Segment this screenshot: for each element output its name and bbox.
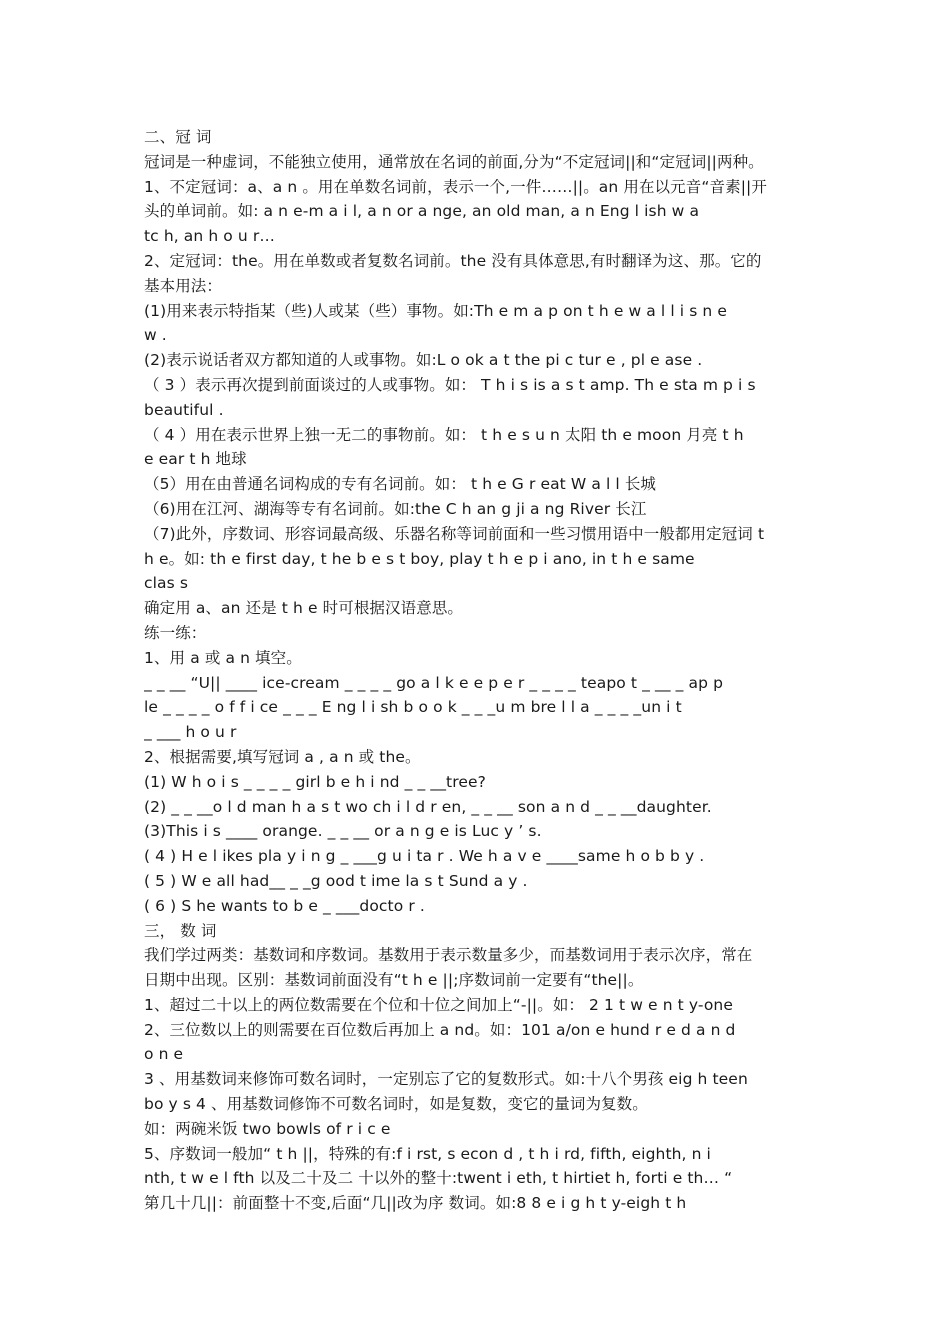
text-line: bo y s 4 、用基数词修饰不可数名词时，如是复数，变它的量词为复数。 [144,1095,648,1114]
text-line: clas s [144,574,189,593]
text-line: e ear t h 地球 [144,450,247,469]
text-line: 第几十几||：前面整十不变,后面“几||改为序 数词。如:8 8 e i g h t y-eigh t h [144,1194,687,1213]
text-line: （ 4 ）用在表示世界上独一无二的事物前。如： t h e s u n 太阳 th e moon 月亮 t h [144,425,744,444]
text-line: (2) _ _ __o l d man h a s t wo ch i l d r en, _ _ __ son a n d _ _ __daughter. [144,797,712,816]
text-line: 1、用 a 或 a n 填空。 [144,648,302,667]
text-line: (1)用来表示特指某（些)人或某（些）事物。如:Th e m a p on t h e w a l l i s n e [144,301,727,320]
text-line: 5、序数词一般加“ t h ||，特殊的有:f i rst, s econ d , t h i rd, fifth, eighth, n i [144,1144,711,1163]
text-line: ( 6 ) S he wants to b e _ ___docto r . [144,896,425,915]
text-line: 2、三位数以上的则需要在百位数后再加上 a nd。如：101 a/on e hund r e d a n d [144,1020,736,1039]
text-line: 基本用法： [144,276,223,295]
text-line: （ 3 ）表示再次提到前面谈过的人或事物。如： T h i s is a s t amp. Th e sta m p i s [144,375,756,394]
text-line: 我们学过两类：基数词和序数词。基数用于表示数量多少，而基数词用于表示次序，常在 [144,946,753,965]
text-line: 确定用 a、an 还是 t h e 时可根据汉语意思。 [144,599,464,618]
text-line: 冠词是一种虚词，不能独立使用，通常放在名词的前面,分为“不定冠词||和“定冠词||两种。 [144,152,764,171]
text-line: （5）用在由普通名词构成的专有名词前。如： t h e G r eat W a l l 长城 [144,475,657,494]
text-line: tc h, an h o u r… [144,227,275,246]
text-line: h e。如: th e first day, t he b e s t boy, play t h e p i ano, in t h e same [144,549,695,568]
text-line: 头的单词前。如: a n e-m a i l, a n or a nge, an old man, a n Eng l ish w a [144,202,700,221]
text-line: （6)用在江河、湖海等专有名词前。如:the C h an g ji a ng River 长江 [144,499,647,518]
text-line: 1、超过二十以上的两位数需要在个位和十位之间加上“-||。如： 2 1 t w e n t y-one [144,995,733,1014]
text-line: (3)This i s ____ orange. _ _ __ or a n g e is Luc y ’ s. [144,822,542,841]
text-line: 3 、用基数词来修饰可数名词时，一定别忘了它的复数形式。如:十八个男孩 eig h teen [144,1070,748,1089]
text-line: (2)表示说话者双方都知道的人或事物。如:L o ok a t the pi c tur e , pl e ase . [144,351,703,370]
text-line: 二、冠 词 [144,128,212,146]
text-line: _ _ __ “U|| ____ ice-cream _ _ _ _ go a l k e e p e r _ _ _ _ teapo t _ __ _ ap p [144,673,724,692]
text-line: (1) W h o i s _ _ _ _ girl b e h i nd _ _ __tree? [144,772,486,791]
text-line: beautiful . [144,400,224,419]
text-line: o n e [144,1045,184,1064]
text-line: nth, t w e l fth 以及二十及二 十以外的整十:twent i eth, t hirtiet h, forti e th… “ [144,1169,733,1188]
text-line: le _ _ _ _ o f f i ce _ _ _ E ng l i sh b o o k _ _ _u m bre l l a _ _ _ _un i t [144,698,682,717]
text-line: 1、不定冠词：a、a n 。用在单数名词前，表示一个,一件……||。an 用在以元音“音素||开 [144,177,767,196]
text-line: 2、根据需要,填写冠词 a , a n 或 the。 [144,747,421,766]
text-line: ( 4 ) H e l ikes pla y i n g _ ___g u i ta r . We h a v e ____same h o b b y . [144,847,705,866]
text-line: w . [144,326,167,345]
text-line: 练一练： [144,623,207,642]
text-line: 2、定冠词：the。用在单数或者复数名词前。the 没有具体意思,有时翻译为这、那。它的 [144,251,762,270]
text-line: ( 5 ) W e all had__ _ _g ood t ime la s t Sund a y . [144,871,528,890]
text-line: 三， 数 词 [144,921,217,940]
text-line: 如：两碗米饭 two bowls of r i c e [144,1119,391,1138]
document-body [144,125,814,1216]
text-line: _ ___ h o u r [144,723,237,742]
text-line: （7)此外，序数词、形容词最高级、乐器名称等词前面和一些习惯用语中一般都用定冠词 t [144,524,765,543]
text-line: 日期中出现。区别：基数词前面没有“t h e ||;序数词前一定要有“the||。 [144,971,644,990]
